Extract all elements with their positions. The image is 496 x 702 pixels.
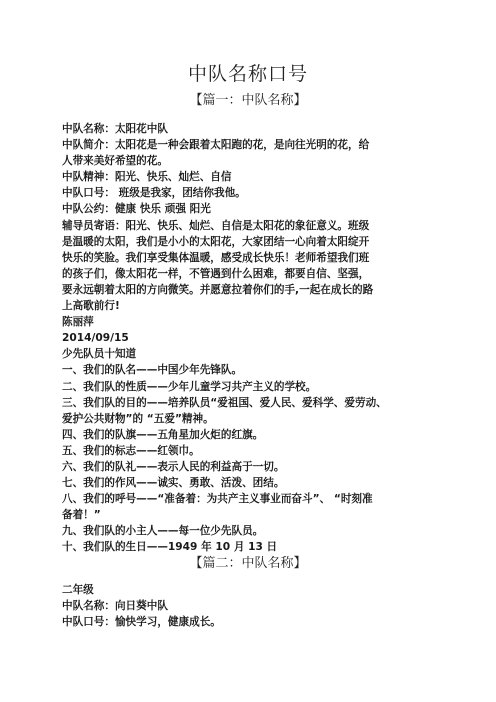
- text-line: 中队简介：太阳花是一种会跟着太阳跑的花，是向往光明的花，给: [62, 139, 370, 152]
- text-line: 少先队员十知道: [62, 348, 137, 361]
- text-line: 三、我们队的目的——培养队员“爱祖国、爱人民、爱科学、爱劳动、: [62, 396, 387, 409]
- text-line: 七、我们的作风——诚实、勇敢、活泼、团结。: [62, 477, 285, 490]
- text-line: 二、我们队的性质——少年儿童学习共产主义的学校。: [62, 380, 317, 393]
- text-line: 中队名称：向日葵中队: [62, 600, 168, 613]
- document-title: 中队名称口号: [187, 63, 308, 85]
- text-line: 中队口号：愉快学习，健康成长。: [62, 616, 221, 629]
- text-line: 快乐的笑脸。我们享受集体温暖，感受成长快乐！老师希望我们班: [62, 251, 370, 264]
- section-1-heading: 【篇一：中队名称】: [189, 93, 307, 108]
- text-line: 五、我们的标志——红领巾。: [62, 444, 200, 457]
- section-1-body: [62, 121, 444, 556]
- text-line: 上高歌前行!: [62, 300, 120, 313]
- section-2-body: [62, 582, 444, 630]
- text-line: 爱护公共财物”的 “五爱”精神。: [62, 412, 214, 425]
- text-line: 辅导员寄语：阳光、快乐、灿烂、自信是太阳花的象征意义。班级: [62, 219, 370, 232]
- text-line: 备着！”: [62, 509, 101, 522]
- text-line: 四、我们的队旗——五角星加火炬的红旗。: [62, 428, 264, 441]
- text-line: 二年级: [62, 584, 94, 596]
- text-line: 陈丽萍: [62, 316, 94, 329]
- section-2-heading: 【篇二：中队名称】: [189, 556, 307, 571]
- text-line: 中队精神：阳光、快乐、灿烂、自信: [62, 171, 232, 184]
- text-line: 中队名称：太阳花中队: [62, 123, 168, 135]
- text-line: 一、我们的队名——中国少年先锋队。: [62, 364, 243, 377]
- text-line: 九、我们队的小主人——每一位少先队员。: [62, 525, 264, 538]
- text-line: 八、我们的呼号——“准备着：为共产主义事业而奋斗”、 “时刻准: [62, 493, 373, 506]
- text-line: 2014/09/15: [62, 332, 129, 345]
- text-line: 中队公约：健康 快乐 顽强 阳光: [62, 203, 211, 216]
- text-line: 中队口号： 班级是我家，团结你我他。: [62, 187, 246, 200]
- text-line: 的孩子们，像太阳花一样，不管遇到什么困难，都要自信、坚强，: [62, 267, 370, 280]
- text-line: 要永远朝着太阳的方向微笑。并愿意拉着你们的手,一起在成长的路: [62, 283, 374, 296]
- text-line: 人带来美好希望的花。: [62, 155, 168, 168]
- text-line: 十、我们队的生日——1949 年 10 月 13 日: [62, 541, 278, 554]
- text-line: 六、我们的队礼——表示人民的利益高于一切。: [62, 460, 285, 473]
- text-line: 是温暖的太阳，我们是小小的太阳花，大家团结一心向着太阳绽开: [62, 235, 370, 248]
